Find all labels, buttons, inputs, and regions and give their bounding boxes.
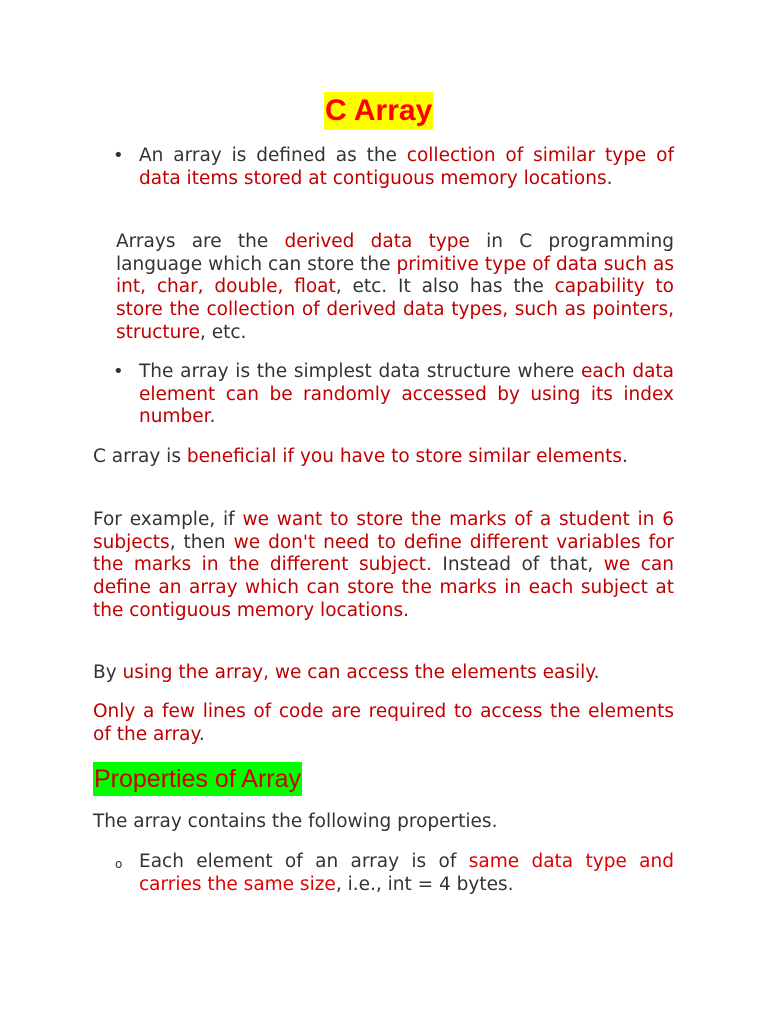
highlight-span: we want to store the marks of a student in 6 subjects [93,509,674,553]
text-span: Each element of an array is of [139,851,469,872]
highlight-span: same data type and carries the same size [139,851,674,895]
paragraph-few-lines [93,701,674,746]
highlight-span: collection of similar type of data items stored at contiguous memory locations [139,145,675,189]
text-span: , etc. [199,321,247,343]
text-span: Instead of that, [431,554,604,576]
bullet-paragraph-3 [139,851,674,896]
highlight-span: using the array, we can access the elements easily [122,662,594,683]
section-heading-properties: Properties of Array [93,762,302,796]
text-span: Arrays are the [116,231,285,252]
highlight-span: we don't need to define different variables for the marks in the different subject. [93,531,674,576]
text-span: C array is [93,446,187,467]
bullet-paragraph-1 [139,145,674,190]
paragraph-beneficial [93,446,674,469]
page-title: C Array [324,92,433,130]
highlight-span: we can define an array which can store the marks in each subject at the contiguous memory locations. [93,554,674,621]
highlight-span: derived data type [284,231,470,252]
text-span: , then [169,531,234,553]
text-span: By [93,662,123,683]
highlight-span: beneficial if you have to store similar elements [186,446,623,467]
text-span: . [622,446,628,467]
highlight-span: each data element can be randomly accessed by using its index number [139,361,674,428]
text-span: . [198,723,205,745]
bullet-dot: • [113,361,124,382]
circle-bullet: o [115,857,123,871]
paragraph-arrays-derived [116,231,674,345]
text-span: For example, if [93,509,243,530]
text-span: , etc. It also has the [335,276,555,298]
highlight-span: capability to store the collection of derived data types, such as pointers, structure [116,276,674,343]
text-span: The array is the simplest data structure where [139,361,582,382]
text-span: in C programming language which can store the [116,231,674,275]
text-span: An array is defined as the [139,145,407,166]
bullet-paragraph-2 [139,361,674,429]
text-span: , i.e., int = 4 bytes. [335,873,514,895]
paragraph-access-easily [93,662,674,685]
text-span: . [593,662,600,683]
paragraph-example [93,509,674,623]
highlight-span: Only a few lines of code are required to access the elements of the array [93,701,674,745]
bullet-dot: • [113,145,124,166]
text-span: . [606,167,613,189]
highlight-span: primitive type of data such as int, char, double, float [116,253,674,298]
paragraph-properties-intro: The array contains the following properties. [93,811,498,832]
text-span: . [209,406,216,428]
